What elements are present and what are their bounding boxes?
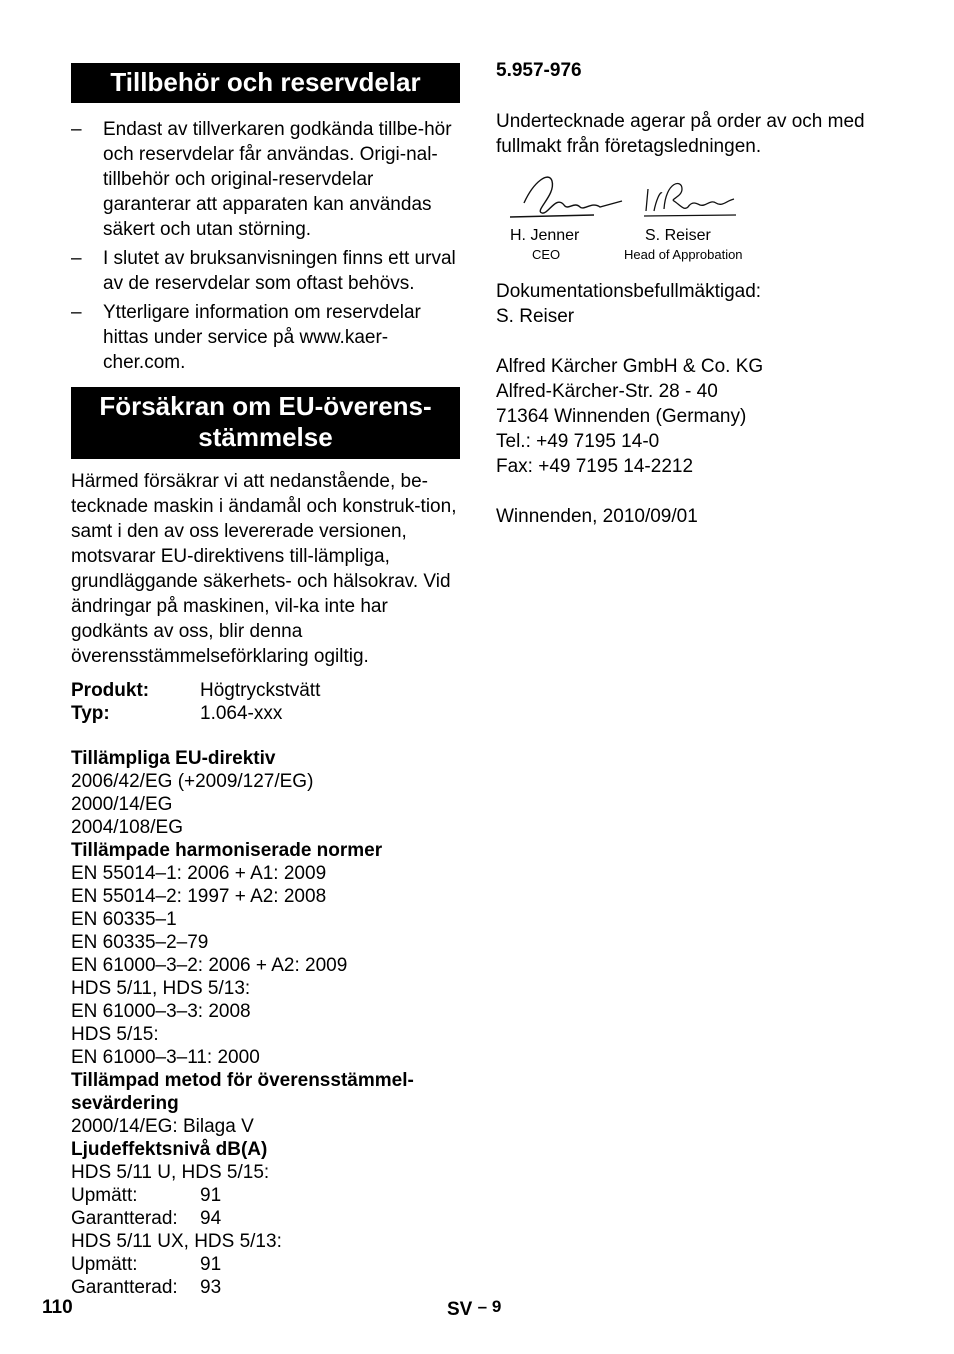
product-info <box>71 679 460 725</box>
list-item: – I slutet av bruksanvisningen finns ett urval av de reservdelar som oftast behövs. <box>71 248 456 294</box>
address-block <box>496 354 896 479</box>
language-page: SV – 9 <box>447 1297 502 1320</box>
noise-row: Garantterad: 94 <box>71 1208 222 1229</box>
norms-title: Tillämpade harmoniserade normer <box>71 840 383 861</box>
accessories-heading: Tillbehör och reservdelar <box>71 63 460 103</box>
norm-line: EN 60335–1 <box>71 909 177 930</box>
method-value: 2000/14/EG: Bilaga V <box>71 1116 254 1137</box>
signer1-name: H. Jenner <box>510 227 580 244</box>
company-name: Alfred Kärcher GmbH & Co. KG <box>496 356 764 377</box>
signer1-role: CEO <box>532 247 561 262</box>
signature-image <box>504 171 764 231</box>
declaration-heading: Försäkran om EU-överens- stämmelse <box>71 387 460 459</box>
norm-line: EN 61000–3–2: 2006 + A2: 2009 <box>71 955 348 976</box>
type-value: 1.064-xxx <box>200 703 283 724</box>
directives-block <box>71 747 460 1299</box>
directive-line: 2006/42/EG (+2009/127/EG) <box>71 771 314 792</box>
method-title: Tillämpad metod för överensstämmel- sevärdering <box>71 1070 414 1114</box>
city: 71364 Winnenden (Germany) <box>496 406 747 427</box>
norm-line: EN 61000–3–11: 2000 <box>71 1047 260 1068</box>
declaration-intro: Härmed försäkrar vi att nedanstående, be-tecknade maskin i ändamål och konstruk-tion, samt i den av oss levererade versionen, motsvarar EU-direktivens till-lämpliga, grundläggande säkerhets- och hälsokrav. Vid ändringar på maskinen, vil-ka inte har godkänts av oss, blir denna överensstämmelseförklaring ogiltig. <box>71 471 457 667</box>
signer2-role: Head of Approbation <box>624 247 743 262</box>
norm-line: EN 55014–1: 2006 + A1: 2009 <box>71 863 327 884</box>
undersigned-text: Undertecknade agerar på order av och med fullmakt från företagsledningen. <box>496 111 865 157</box>
authorized-block <box>496 279 896 329</box>
authorized-name: S. Reiser <box>496 306 575 327</box>
directives-title: Tillämpliga EU-direktiv <box>71 748 276 769</box>
page-number: 110 <box>42 1297 73 1318</box>
directive-line: 2000/14/EG <box>71 794 173 815</box>
authorized-label: Dokumentationsbefullmäktigad: <box>496 281 762 302</box>
place-date: Winnenden, 2010/09/01 <box>496 506 698 527</box>
list-item: – Endast av tillverkaren godkända tillbe-hör och reservdelar får användas. Origi-nal-tillbehör och original-reservdelar garanterar att apparaten kan användas säkert och utan störning. <box>71 119 452 240</box>
product-value: Högtryckstvätt <box>200 680 321 701</box>
noise-row: Upmätt: 91 <box>71 1185 222 1206</box>
norm-line: EN 55014–2: 1997 + A2: 2008 <box>71 886 327 907</box>
street: Alfred-Kärcher-Str. 28 - 40 <box>496 381 718 402</box>
accessories-list <box>71 117 460 375</box>
telephone: Tel.: +49 7195 14-0 <box>496 431 660 452</box>
document-code: 5.957-976 <box>496 60 582 81</box>
noise-row: Upmätt: 91 <box>71 1254 222 1275</box>
list-item: – Ytterligare information om reservdelar hittas under service på www.kaer-cher.com. <box>71 302 421 373</box>
product-label: Produkt: <box>71 680 150 701</box>
norm-line: HDS 5/15: <box>71 1024 159 1045</box>
norm-line: EN 61000–3–3: 2008 <box>71 1001 251 1022</box>
norm-line: EN 60335–2–79 <box>71 932 209 953</box>
norm-line: HDS 5/11, HDS 5/13: <box>71 978 251 999</box>
signer2-name: S. Reiser <box>645 227 711 244</box>
fax: Fax: +49 7195 14-2212 <box>496 456 694 477</box>
noise-title: Ljudeffektsnivå dB(A) <box>71 1139 268 1160</box>
noise-row: Garantterad: 93 <box>71 1277 222 1298</box>
left-column <box>71 63 460 1299</box>
type-label: Typ: <box>71 703 110 724</box>
noise-group-label: HDS 5/11 U, HDS 5/15: <box>71 1162 270 1183</box>
noise-group-label: HDS 5/11 UX, HDS 5/13: <box>71 1231 282 1252</box>
directive-line: 2004/108/EG <box>71 817 183 838</box>
signatures <box>496 171 896 261</box>
right-column <box>496 58 896 529</box>
